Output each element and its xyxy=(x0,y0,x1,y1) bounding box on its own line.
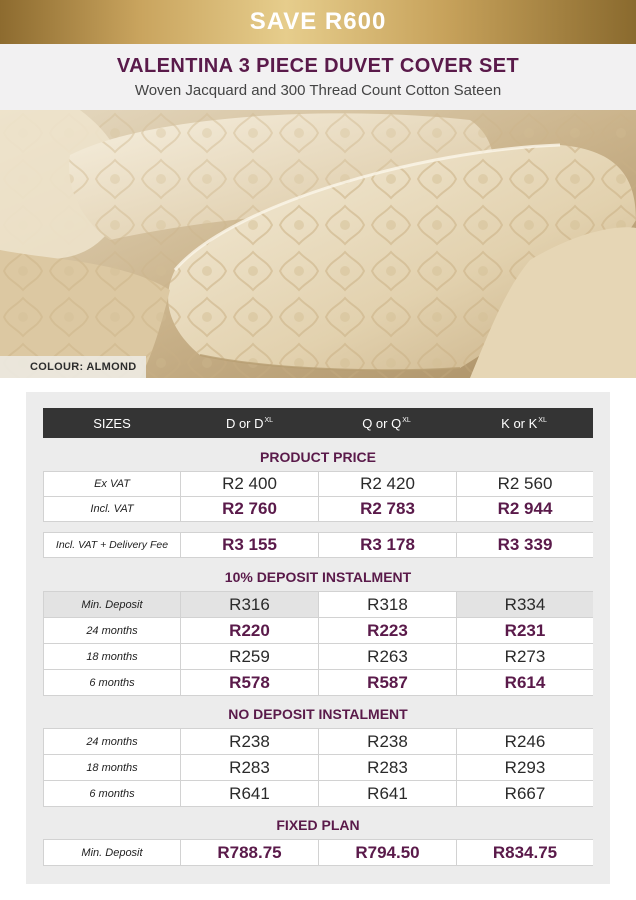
price-cell: R667 xyxy=(457,781,593,806)
table-row xyxy=(44,644,593,669)
price-cell: R223 xyxy=(319,618,456,643)
table-row xyxy=(44,670,593,695)
table-row xyxy=(44,497,593,521)
row-label: Min. Deposit xyxy=(44,840,180,865)
table-row xyxy=(44,472,593,496)
price-cell: R587 xyxy=(319,670,456,695)
price-cell: R2 783 xyxy=(319,497,456,521)
price-cell: R788.75 xyxy=(181,840,318,865)
price-cell: R794.50 xyxy=(319,840,456,865)
deposit-instalment-title: 10% DEPOSIT INSTALMENT xyxy=(224,569,412,585)
size-q-header: Q or Q $^{XL}$ xyxy=(362,415,411,431)
price-cell: R263 xyxy=(319,644,456,669)
deposit-instalment-table xyxy=(43,591,593,696)
pillow-illustration xyxy=(0,110,636,378)
product-title: VALENTINA 3 PIECE DUVET COVER SET xyxy=(116,55,520,77)
row-label: Incl. VAT xyxy=(44,497,180,521)
size-k-header: K or K $^{XL}$ xyxy=(501,415,547,431)
price-cell: R834.75 xyxy=(457,840,593,865)
price-cell: R316 xyxy=(181,592,318,617)
delivery-price-table xyxy=(43,532,593,558)
title-block xyxy=(0,44,636,110)
price-cell: R318 xyxy=(319,592,456,617)
row-label: 24 months xyxy=(44,618,180,643)
product-subtitle: Woven Jacquard and 300 Thread Count Cotton Sateen xyxy=(134,82,502,99)
row-label: 24 months xyxy=(44,729,180,754)
table-row xyxy=(44,755,593,780)
fixed-plan-title: FIXED PLAN xyxy=(276,817,360,833)
price-cell: R273 xyxy=(457,644,593,669)
row-label: 6 months xyxy=(44,670,180,695)
table-row xyxy=(44,618,593,643)
table-row xyxy=(44,592,593,617)
price-cell: R283 xyxy=(181,755,318,780)
price-cell: R3 155 xyxy=(181,533,318,557)
row-label: 6 months xyxy=(44,781,180,806)
price-cell: R2 760 xyxy=(181,497,318,521)
price-cell: R614 xyxy=(457,670,593,695)
fixed-plan-table xyxy=(43,839,593,866)
row-label: 18 months xyxy=(44,755,180,780)
row-label: Min. Deposit xyxy=(44,592,180,617)
price-cell: R238 xyxy=(319,729,456,754)
no-deposit-instalment-title: NO DEPOSIT INSTALMENT xyxy=(228,706,408,722)
table-row xyxy=(44,840,593,865)
sizes-header: SIZES xyxy=(93,415,131,431)
price-cell: R578 xyxy=(181,670,318,695)
price-cell: R334 xyxy=(457,592,593,617)
product-photo xyxy=(0,110,636,378)
price-cell: R220 xyxy=(181,618,318,643)
price-cell: R2 560 xyxy=(457,472,593,496)
price-cell: R641 xyxy=(319,781,456,806)
price-cell: R238 xyxy=(181,729,318,754)
price-cell: R2 400 xyxy=(181,472,318,496)
pricing-panel xyxy=(26,392,610,884)
price-cell: R259 xyxy=(181,644,318,669)
price-cell: R293 xyxy=(457,755,593,780)
product-price-table xyxy=(43,471,593,522)
price-cell: R283 xyxy=(319,755,456,780)
save-banner-text: SAVE R600 xyxy=(249,8,387,35)
save-banner xyxy=(0,0,636,44)
row-label: Ex VAT xyxy=(44,472,180,496)
price-cell: R641 xyxy=(181,781,318,806)
price-cell: R231 xyxy=(457,618,593,643)
row-label: Incl. VAT + Delivery Fee xyxy=(44,533,180,557)
row-label: 18 months xyxy=(44,644,180,669)
table-row xyxy=(44,781,593,806)
colour-label: COLOUR: ALMOND xyxy=(0,356,146,378)
price-cell: R2 420 xyxy=(319,472,456,496)
sizes-header-row xyxy=(43,408,593,438)
table-row xyxy=(44,533,593,557)
no-deposit-instalment-table xyxy=(43,728,593,807)
price-cell: R2 944 xyxy=(457,497,593,521)
price-cell: R3 178 xyxy=(319,533,456,557)
size-d-header: D or D $^{XL}$ xyxy=(225,415,274,431)
price-cell: R3 339 xyxy=(457,533,593,557)
price-cell: R246 xyxy=(457,729,593,754)
table-row xyxy=(44,729,593,754)
product-price-title: PRODUCT PRICE xyxy=(260,449,376,465)
